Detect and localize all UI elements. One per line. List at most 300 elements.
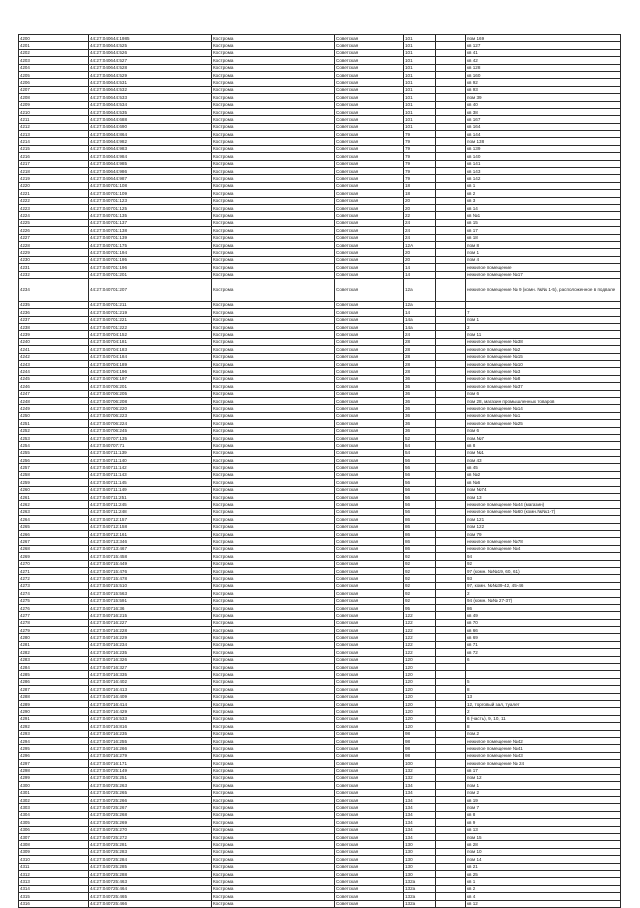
blank-cell (436, 760, 466, 767)
room-number: кв 28 (466, 841, 621, 848)
room-number: 93 (466, 575, 621, 582)
room-number: 86 (466, 604, 621, 611)
room-number: 12, торговый зал, туалет (466, 700, 621, 707)
blank-cell (436, 723, 466, 730)
city: Кострома (212, 590, 335, 597)
blank-cell (436, 464, 466, 471)
table-row (19, 168, 621, 175)
blank-cell (436, 811, 466, 818)
table-row (19, 804, 621, 811)
city: Кострома (212, 686, 335, 693)
cadastral-number: 44:27:040701:108 (89, 182, 212, 189)
table-row (19, 834, 621, 841)
room-number: нежилое помещение №4 (466, 545, 621, 552)
city: Кострома (212, 353, 335, 360)
cadastral-number: 44:27:040716:402 (89, 678, 212, 685)
room-number: пом 1 (466, 316, 621, 323)
house-number: 36 (404, 405, 436, 412)
street: Советская (335, 671, 404, 678)
blank-cell (436, 634, 466, 641)
city: Кострома (212, 256, 335, 263)
city: Кострома (212, 523, 335, 530)
table-row (19, 730, 621, 737)
street: Советская (335, 49, 404, 56)
blank-cell (436, 123, 466, 130)
street: Советская (335, 101, 404, 108)
blank-cell (436, 878, 466, 885)
blank-cell (436, 649, 466, 656)
blank-cell (436, 804, 466, 811)
house-number: 120 (404, 715, 436, 722)
row-id: 4253 (19, 434, 89, 441)
street: Советская (335, 597, 404, 604)
room-number: пом №74 (466, 486, 621, 493)
house-number: 86 (404, 538, 436, 545)
cadastral-number: 44:27:040644:532 (89, 86, 212, 93)
street: Советская (335, 664, 404, 671)
house-number: 122 (404, 619, 436, 626)
city: Кострома (212, 368, 335, 375)
blank-cell (436, 197, 466, 204)
city: Кострома (212, 811, 335, 818)
cadastral-number: 44:27:040711:140 (89, 457, 212, 464)
room-number: кв 21 (466, 863, 621, 870)
blank-cell (436, 641, 466, 648)
room-number: кв 1 (466, 878, 621, 885)
street: Советская (335, 656, 404, 663)
street: Советская (335, 390, 404, 397)
blank-cell (436, 826, 466, 833)
room-number: кв 14 (466, 204, 621, 211)
blank-cell (436, 700, 466, 707)
city: Кострома (212, 271, 335, 278)
cadastral-number: 44:27:040713:467 (89, 545, 212, 552)
street: Советская (335, 168, 404, 175)
cadastral-number: 44:27:040701:222 (89, 324, 212, 331)
street: Советская (335, 870, 404, 877)
cadastral-number: 44:27:040711:145 (89, 479, 212, 486)
blank-cell (436, 560, 466, 567)
cadastral-number: 44:27:040725:263 (89, 782, 212, 789)
blank-cell (436, 856, 466, 863)
city: Кострома (212, 278, 335, 301)
table-row (19, 405, 621, 412)
street: Советская (335, 160, 404, 167)
table-row (19, 700, 621, 707)
cadastral-number: 44:27:040701:194 (89, 249, 212, 256)
row-id: 4284 (19, 664, 89, 671)
table-row (19, 471, 621, 478)
house-number: 92 (404, 590, 436, 597)
row-id: 4304 (19, 811, 89, 818)
street: Советская (335, 71, 404, 78)
room-number: кв 2 (466, 190, 621, 197)
house-number: 36 (404, 412, 436, 419)
row-id: 4277 (19, 612, 89, 619)
house-number: 120 (404, 678, 436, 685)
room-number: пом 14 (466, 856, 621, 863)
table-row (19, 442, 621, 449)
house-number: 98 (404, 730, 436, 737)
house-number: 101 (404, 64, 436, 71)
table-row (19, 885, 621, 892)
city: Кострома (212, 863, 335, 870)
room-number: пом 79 (466, 531, 621, 538)
cadastral-number: 44:27:040725:269 (89, 819, 212, 826)
row-id: 4312 (19, 870, 89, 877)
street: Советская (335, 420, 404, 427)
city: Кострома (212, 49, 335, 56)
row-id: 4216 (19, 153, 89, 160)
street: Советская (335, 538, 404, 545)
row-id: 4250 (19, 412, 89, 419)
cadastral-number: 44:27:040644:982 (89, 138, 212, 145)
city: Кострома (212, 412, 335, 419)
table-row (19, 390, 621, 397)
street: Советская (335, 457, 404, 464)
street: Советская (335, 116, 404, 123)
room-number: нежилое помещение № 24 (466, 760, 621, 767)
blank-cell (436, 575, 466, 582)
cadastral-number: 44:27:040725:466 (89, 900, 212, 907)
house-number: 120 (404, 686, 436, 693)
blank-cell (436, 782, 466, 789)
city: Кострома (212, 464, 335, 471)
blank-cell (436, 368, 466, 375)
room-number: кв 4 (466, 893, 621, 900)
room-number: 8 (466, 686, 621, 693)
row-id: 4226 (19, 227, 89, 234)
table-row (19, 264, 621, 271)
street: Советская (335, 264, 404, 271)
city: Кострома (212, 567, 335, 574)
cadastral-number: 44:27:040725:265 (89, 789, 212, 796)
blank-cell (436, 612, 466, 619)
house-number: 56 (404, 486, 436, 493)
table-row (19, 656, 621, 663)
house-number: 134 (404, 797, 436, 804)
blank-cell (436, 94, 466, 101)
cadastral-number: 44:27:040715:458 (89, 553, 212, 560)
blank-cell (436, 301, 466, 308)
cadastral-number: 44:27:040716:255 (89, 737, 212, 744)
table-row (19, 841, 621, 848)
table-row (19, 538, 621, 545)
cadastral-number: 44:27:040716:235 (89, 730, 212, 737)
row-id: 4264 (19, 516, 89, 523)
table-row (19, 64, 621, 71)
house-number: 28 (404, 338, 436, 345)
row-id: 4270 (19, 560, 89, 567)
row-id: 4212 (19, 123, 89, 130)
row-id: 4237 (19, 316, 89, 323)
table-row (19, 523, 621, 530)
house-number: 14а (404, 316, 436, 323)
room-number: 97, комн. №№39-42, 45-46 (466, 582, 621, 589)
room-number: кв 15 (466, 219, 621, 226)
street: Советская (335, 397, 404, 404)
street: Советская (335, 175, 404, 182)
table-row (19, 553, 621, 560)
cadastral-number: 44:27:040711:248 (89, 508, 212, 515)
table-row (19, 826, 621, 833)
row-id: 4302 (19, 797, 89, 804)
room-number: нежилое помещение №2 (466, 346, 621, 353)
row-id: 4259 (19, 479, 89, 486)
room-number: кв 72 (466, 649, 621, 656)
street: Советская (335, 353, 404, 360)
street: Советская (335, 627, 404, 634)
room-number: нежилое помещение №8 (466, 375, 621, 382)
house-number: 12а (404, 278, 436, 301)
street: Советская (335, 197, 404, 204)
blank-cell (436, 71, 466, 78)
house-number: 134 (404, 782, 436, 789)
table-row (19, 338, 621, 345)
table-row (19, 863, 621, 870)
room-number: пом 1 (466, 782, 621, 789)
row-id: 4303 (19, 804, 89, 811)
table-row (19, 900, 621, 907)
house-number: 120 (404, 664, 436, 671)
blank-cell (436, 204, 466, 211)
street: Советская (335, 309, 404, 316)
room-number: кв 1 (466, 182, 621, 189)
blank-cell (436, 346, 466, 353)
city: Кострома (212, 885, 335, 892)
table-row (19, 464, 621, 471)
room-number: нежилое помещение №38 (466, 338, 621, 345)
blank-cell (436, 168, 466, 175)
street: Советская (335, 219, 404, 226)
table-row (19, 708, 621, 715)
city: Кострома (212, 737, 335, 744)
street: Советская (335, 523, 404, 530)
cadastral-number: 44:27:040716:227 (89, 619, 212, 626)
cadastral-number: 44:27:040701:109 (89, 190, 212, 197)
city: Кострома (212, 301, 335, 308)
room-number: кв 140 (466, 153, 621, 160)
cadastral-number: 44:27:040706:205 (89, 390, 212, 397)
register-body (19, 35, 621, 908)
house-number: 20 (404, 197, 436, 204)
city: Кострома (212, 545, 335, 552)
row-id: 4292 (19, 723, 89, 730)
blank-cell (436, 479, 466, 486)
table-row (19, 94, 621, 101)
blank-cell (436, 686, 466, 693)
cadastral-number: 44:27:040725:272 (89, 834, 212, 841)
row-id: 4268 (19, 545, 89, 552)
row-id: 4256 (19, 457, 89, 464)
table-row (19, 457, 621, 464)
city: Кострома (212, 604, 335, 611)
city: Кострома (212, 893, 335, 900)
city: Кострома (212, 634, 335, 641)
row-id: 4283 (19, 656, 89, 663)
house-number: 101 (404, 94, 436, 101)
street: Советская (335, 590, 404, 597)
street: Советская (335, 508, 404, 515)
row-id: 4263 (19, 508, 89, 515)
cadastral-number: 44:27:040706:224 (89, 420, 212, 427)
city: Кострома (212, 420, 335, 427)
row-id: 4258 (19, 471, 89, 478)
city: Кострома (212, 486, 335, 493)
street: Советская (335, 86, 404, 93)
row-id: 4257 (19, 464, 89, 471)
house-number: 120 (404, 693, 436, 700)
blank-cell (436, 324, 466, 331)
room-number: нежилое помещение №42 (466, 737, 621, 744)
cadastral-number: 44:27:040716:429 (89, 708, 212, 715)
table-row (19, 760, 621, 767)
room-number: нежилое помещение №37 (466, 383, 621, 390)
row-id: 4214 (19, 138, 89, 145)
city: Кострома (212, 123, 335, 130)
row-id: 4249 (19, 405, 89, 412)
blank-cell (436, 383, 466, 390)
cadastral-number: 44:27:040711:245 (89, 501, 212, 508)
street: Советская (335, 531, 404, 538)
table-row (19, 353, 621, 360)
house-number: 56 (404, 457, 436, 464)
street: Советская (335, 782, 404, 789)
room-number: пом 12 (466, 774, 621, 781)
house-number: 56 (404, 494, 436, 501)
city: Кострома (212, 182, 335, 189)
street: Советская (335, 249, 404, 256)
room-number: кв 3 (466, 197, 621, 204)
city: Кострома (212, 848, 335, 855)
city: Кострома (212, 153, 335, 160)
street: Советская (335, 737, 404, 744)
city: Кострома (212, 42, 335, 49)
table-row (19, 671, 621, 678)
cadastral-number: 44:27:040644:527 (89, 57, 212, 64)
room-number: пом 6 (466, 390, 621, 397)
street: Советская (335, 730, 404, 737)
row-id: 4272 (19, 575, 89, 582)
row-id: 4267 (19, 538, 89, 545)
blank-cell (436, 338, 466, 345)
room-number: нежилое помещение №10 (466, 361, 621, 368)
cadastral-number: 44:27:040706:201 (89, 383, 212, 390)
street: Советская (335, 35, 404, 42)
house-number: 98 (404, 737, 436, 744)
row-id: 4252 (19, 427, 89, 434)
city: Кострома (212, 804, 335, 811)
room-number: кв 139 (466, 145, 621, 152)
blank-cell (436, 545, 466, 552)
room-number: нежилое помещение (466, 264, 621, 271)
room-number: кв 142 (466, 175, 621, 182)
blank-cell (436, 841, 466, 848)
cadastral-number: 44:27:040716:409 (89, 693, 212, 700)
room-number: кв 71 (466, 641, 621, 648)
row-id: 4200 (19, 35, 89, 42)
cadastral-number: 44:27:040706:197 (89, 375, 212, 382)
blank-cell (436, 693, 466, 700)
cadastral-number: 44:27:040644:529 (89, 71, 212, 78)
room-number: кв 2 (466, 885, 621, 892)
row-id: 4238 (19, 324, 89, 331)
cadastral-number: 44:27:040644:525 (89, 42, 212, 49)
street: Советская (335, 553, 404, 560)
blank-cell (436, 797, 466, 804)
cadastral-number: 44:27:040704:184 (89, 353, 212, 360)
row-id: 4287 (19, 686, 89, 693)
street: Советская (335, 641, 404, 648)
city: Кострома (212, 160, 335, 167)
table-row (19, 116, 621, 123)
city: Кострома (212, 346, 335, 353)
table-row (19, 434, 621, 441)
row-id: 4210 (19, 108, 89, 115)
city: Кострома (212, 671, 335, 678)
street: Советская (335, 57, 404, 64)
room-number: кв 167 (466, 116, 621, 123)
room-number: пом 121 (466, 516, 621, 523)
table-row (19, 123, 621, 130)
blank-cell (436, 64, 466, 71)
street: Советская (335, 516, 404, 523)
room-number: нежилое помещение № 9 (комн. №№ 1-5), расположенное в подвале (466, 278, 621, 301)
city: Кострома (212, 204, 335, 211)
city: Кострома (212, 64, 335, 71)
city: Кострома (212, 774, 335, 781)
table-row (19, 619, 621, 626)
city: Кострома (212, 619, 335, 626)
street: Советская (335, 567, 404, 574)
blank-cell (436, 353, 466, 360)
blank-cell (436, 627, 466, 634)
room-number: нежилое помещение №14 (466, 405, 621, 412)
house-number: 52 (404, 434, 436, 441)
cadastral-number: 44:27:040716:413 (89, 686, 212, 693)
room-number: пом 6 (466, 427, 621, 434)
house-number: 122 (404, 627, 436, 634)
table-row (19, 375, 621, 382)
table-row (19, 582, 621, 589)
cadastral-number: 44:27:040701:139 (89, 234, 212, 241)
cadastral-number: 44:27:040711:139 (89, 449, 212, 456)
blank-cell (436, 870, 466, 877)
table-row (19, 516, 621, 523)
table-row (19, 241, 621, 248)
cadastral-number: 44:27:040716:171 (89, 760, 212, 767)
house-number: 132 (404, 767, 436, 774)
row-id: 4299 (19, 774, 89, 781)
house-number: 36 (404, 383, 436, 390)
row-id: 4205 (19, 71, 89, 78)
row-id: 4247 (19, 390, 89, 397)
room-number: пом 39 (466, 94, 621, 101)
city: Кострома (212, 86, 335, 93)
house-number: 24 (404, 234, 436, 241)
blank-cell (436, 175, 466, 182)
row-id: 4222 (19, 197, 89, 204)
room-number: кв 45 (466, 464, 621, 471)
room-number (466, 301, 621, 308)
cadastral-number: 44:27:040716:816 (89, 723, 212, 730)
city: Кострома (212, 841, 335, 848)
city: Кострома (212, 108, 335, 115)
table-row (19, 271, 621, 278)
city: Кострома (212, 234, 335, 241)
street: Советская (335, 841, 404, 848)
row-id: 4295 (19, 745, 89, 752)
